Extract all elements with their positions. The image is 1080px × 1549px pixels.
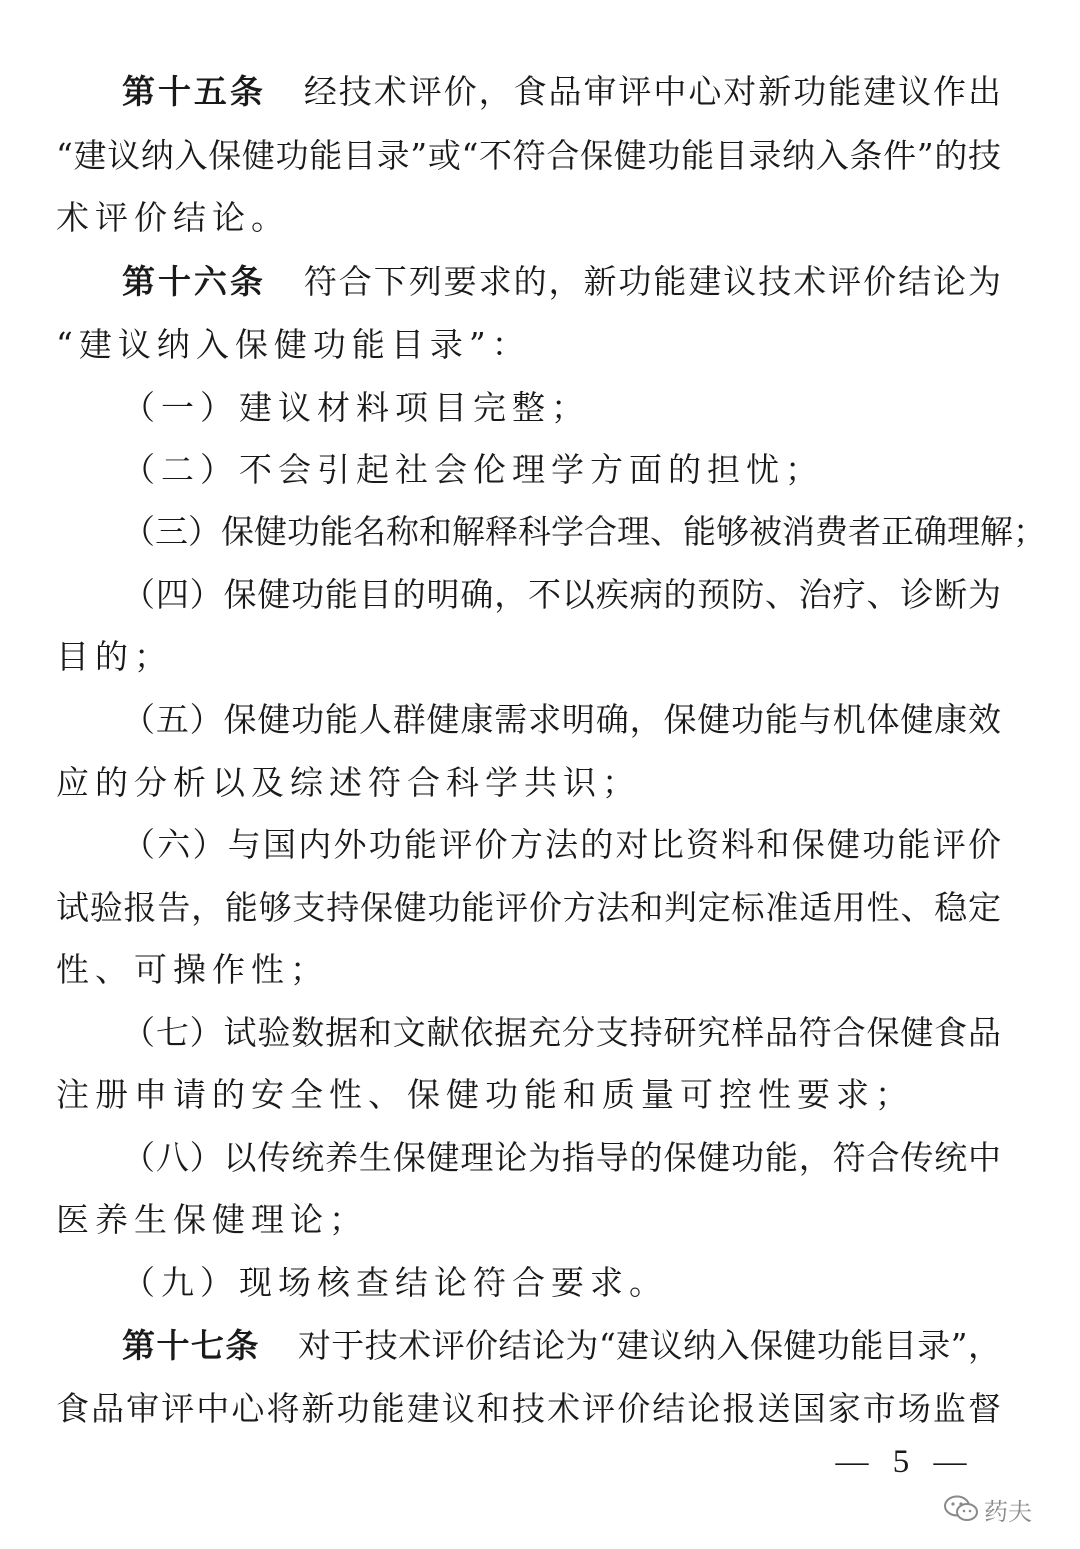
- page-number: — 5 —: [835, 1444, 975, 1480]
- item-4-line-1: （四）保健功能目的明确，不以疾病的预防、治疗、诊断为: [122, 575, 1001, 614]
- article-17-heading: 第十七条: [122, 1326, 260, 1365]
- article-17-line-2: 食品审评中心将新功能建议和技术评价结论报送国家市场监督: [56, 1389, 1001, 1428]
- item-6-line-1: （六）与国内外功能评价方法的对比资料和保健功能评价: [122, 825, 1001, 864]
- item-9-line-1: （九）现场核查结论符合要求。: [122, 1263, 668, 1302]
- item-8-line-1: （八）以传统养生保健理论为指导的保健功能，符合传统中: [122, 1138, 1001, 1177]
- article-16-line-1: 第十六条 符合下列要求的，新功能建议技术评价结论为: [122, 262, 1002, 301]
- article-16-heading: 第十六条: [122, 262, 266, 301]
- article-15-line-3: 术评价结论。: [56, 198, 290, 237]
- item-7-line-2: 注册申请的安全性、保健功能和质量可控性要求；: [56, 1075, 914, 1114]
- watermark: [944, 1492, 1032, 1526]
- item-5-line-1: （五）保健功能人群健康需求明确，保健功能与机体健康效: [122, 700, 1001, 739]
- article-15-line-1: 第十五条 经技术评价，食品审评中心对新功能建议作出: [122, 72, 1002, 111]
- article-15-heading: 第十五条: [122, 72, 266, 111]
- article-15-line-2: “建议纳入保健功能目录”或“不符合保健功能目录纳入条件”的技: [56, 136, 1001, 175]
- item-5-line-2: 应的分析以及综述符合科学共识；: [56, 763, 641, 802]
- item-7-line-1: （七）试验数据和文献依据充分支持研究样品符合保健食品: [122, 1013, 1001, 1052]
- item-2-line-1: （二）不会引起社会伦理学方面的担忧；: [122, 450, 824, 489]
- article-17-line-1: 第十七条 对于技术评价结论为“建议纳入保健功能目录”，: [122, 1326, 1002, 1365]
- item-8-line-2: 医养生保健理论；: [56, 1200, 368, 1239]
- article-16-line-2: “建议纳入保健功能目录”：: [56, 325, 531, 364]
- watermark-text: 药夫: [984, 1497, 1032, 1526]
- item-3-line-1: （三）保健功能名称和解释科学合理、能够被消费者正确理解；: [122, 512, 1046, 551]
- item-6-line-3: 性、可操作性；: [56, 950, 329, 989]
- item-4-line-2: 目的；: [56, 637, 173, 676]
- item-6-line-2: 试验报告，能够支持保健功能评价方法和判定标准适用性、稳定: [56, 888, 1001, 927]
- item-1-line-1: （一）建议材料项目完整；: [122, 388, 590, 427]
- wechat-icon: [944, 1495, 978, 1523]
